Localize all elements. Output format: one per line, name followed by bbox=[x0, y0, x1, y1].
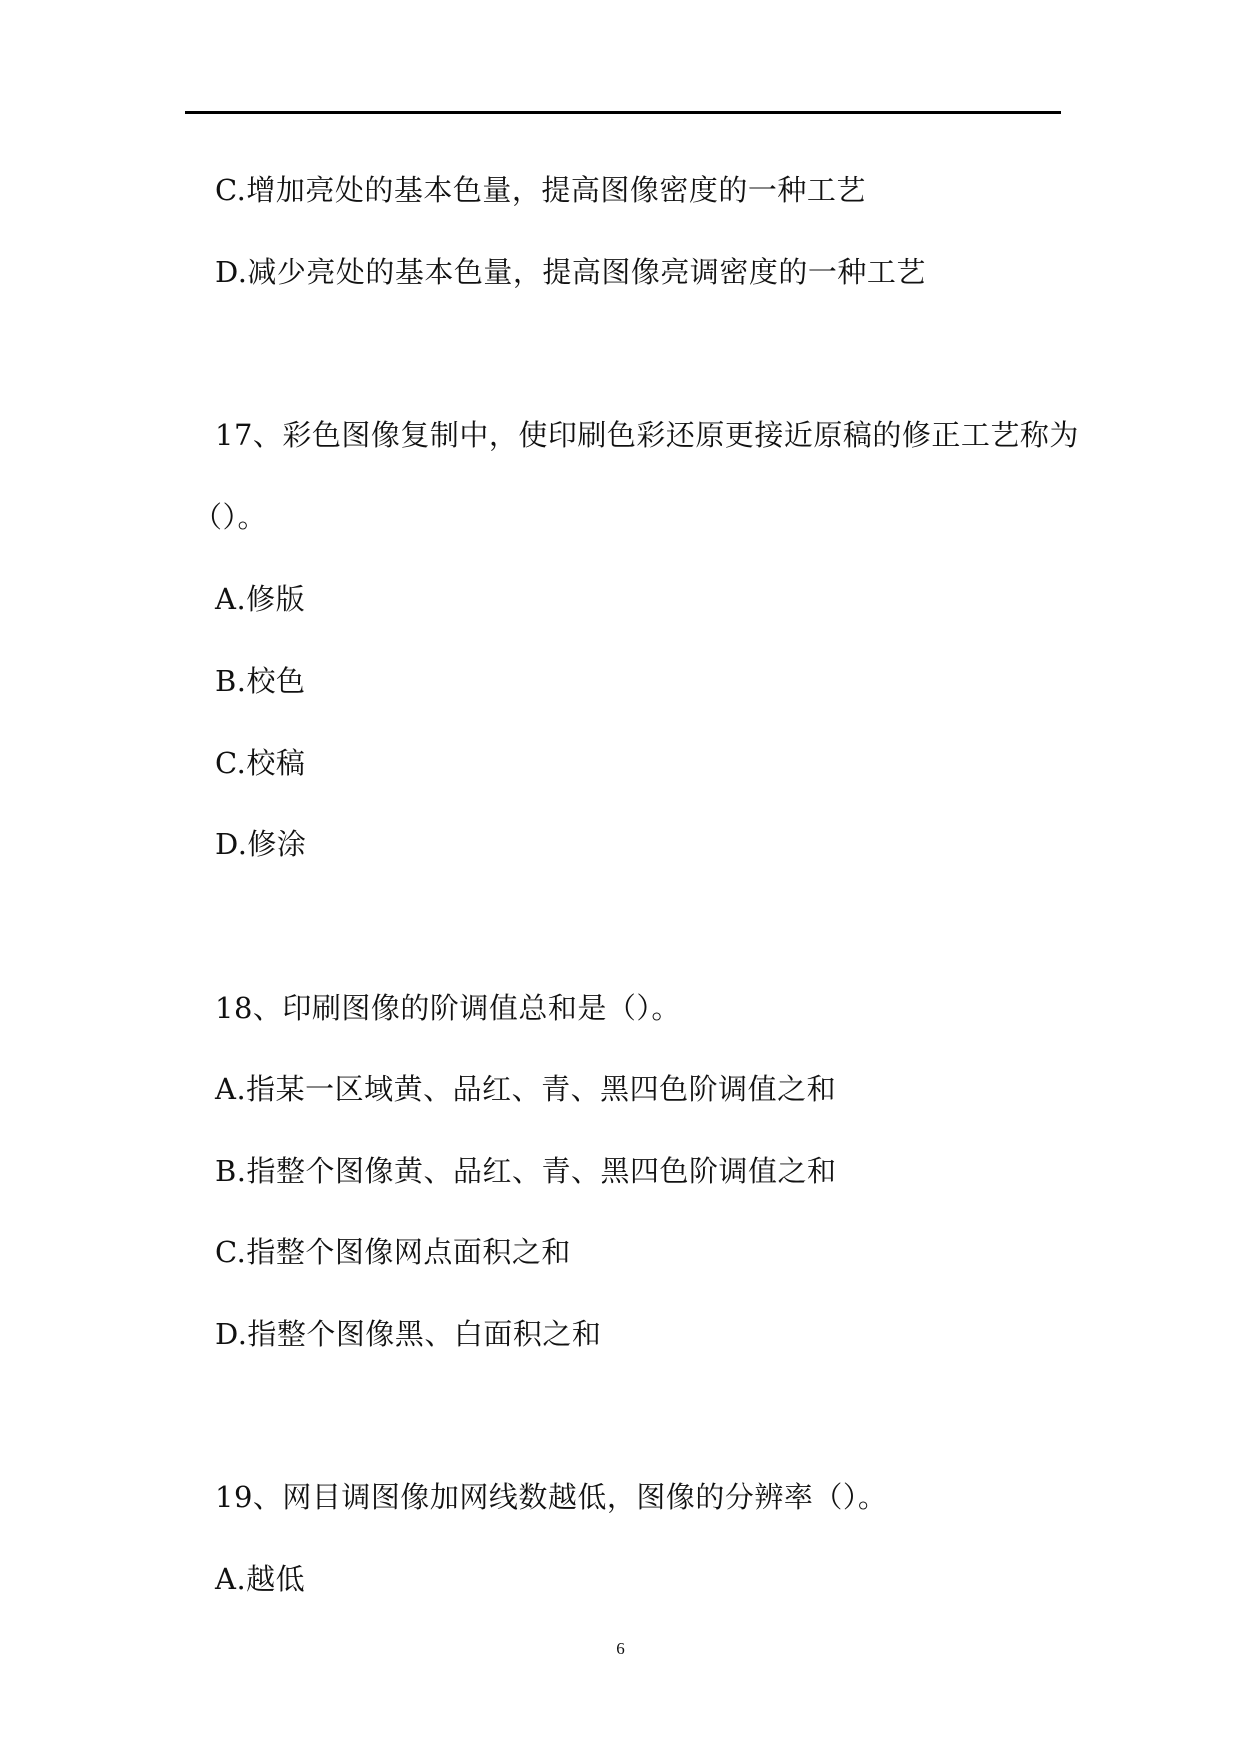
option-d-prev: D.减少亮处的基本色量，提高图像亮调密度的一种工艺 bbox=[215, 255, 926, 289]
question-19-option-a: A.越低 bbox=[215, 1562, 306, 1596]
question-18-option-c: C.指整个图像网点面积之和 bbox=[215, 1235, 571, 1269]
question-17-stem: 17、彩色图像复制中，使印刷色彩还原更接近原稿的修正工艺称为 bbox=[215, 418, 1079, 452]
question-18-option-b: B.指整个图像黄、品红、青、黑四色阶调值之和 bbox=[215, 1154, 837, 1188]
question-17-option-d: D.修涂 bbox=[215, 827, 307, 861]
question-17-stem-cont: （）。 bbox=[193, 500, 268, 534]
header-rule bbox=[185, 111, 1061, 114]
question-18-option-d: D.指整个图像黑、白面积之和 bbox=[215, 1317, 602, 1351]
page-number: 6 bbox=[616, 1639, 625, 1658]
question-17-option-c: C.校稿 bbox=[215, 746, 306, 780]
question-17-option-a: A.修版 bbox=[215, 582, 306, 616]
question-18-stem: 18、印刷图像的阶调值总和是（）。 bbox=[215, 991, 681, 1025]
question-17-option-b: B.校色 bbox=[215, 664, 306, 698]
option-c-prev: C.增加亮处的基本色量，提高图像密度的一种工艺 bbox=[215, 173, 866, 207]
question-19-stem: 19、网目调图像加网线数越低，图像的分辨率（）。 bbox=[215, 1480, 888, 1514]
question-18-option-a: A.指某一区域黄、品红、青、黑四色阶调值之和 bbox=[215, 1072, 837, 1106]
